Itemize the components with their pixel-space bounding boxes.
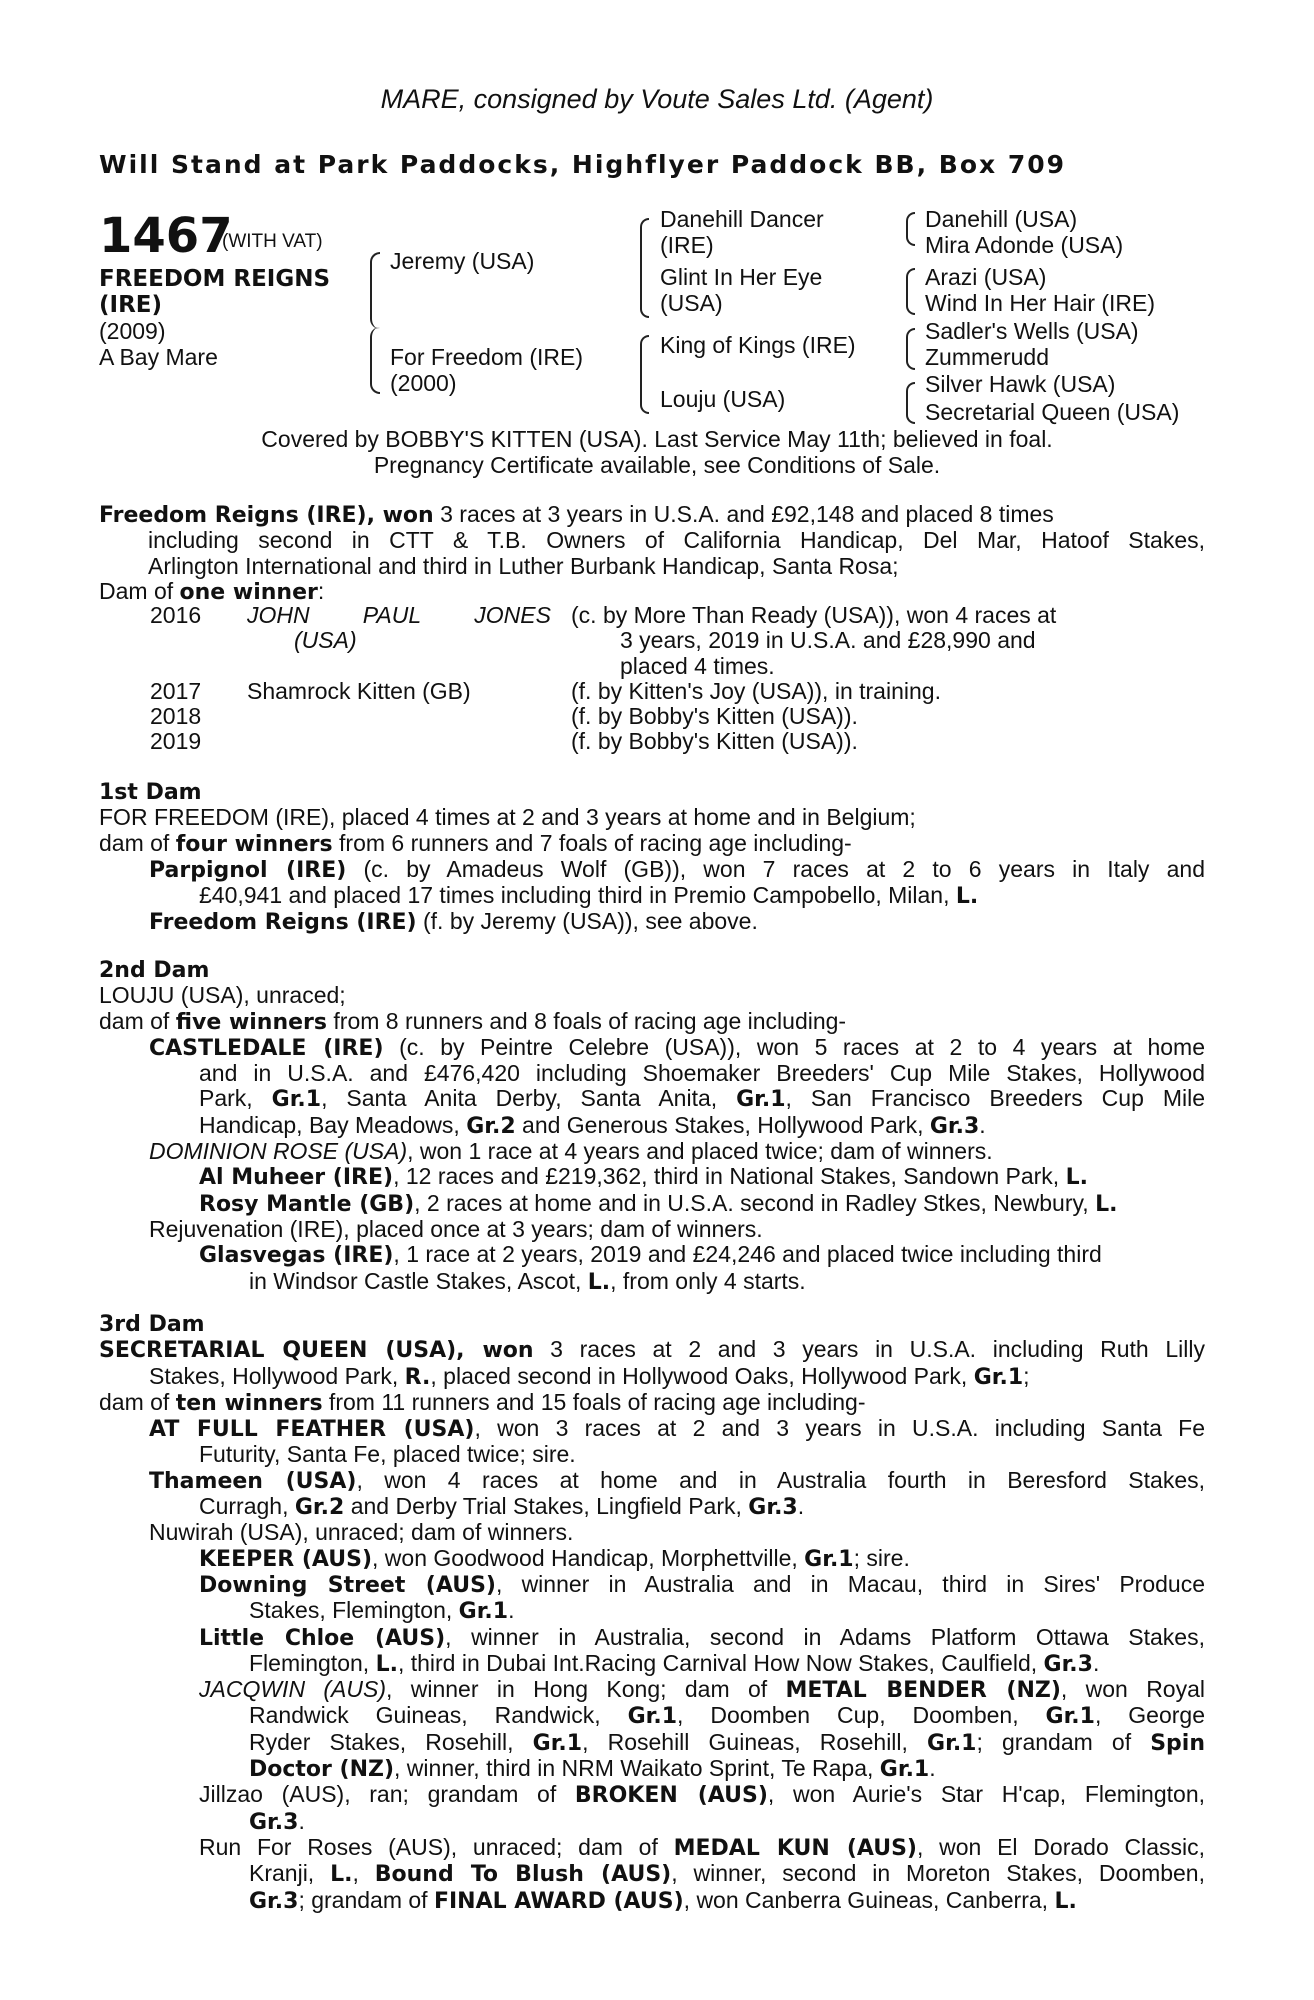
dam-year: (2000) [390, 370, 457, 396]
produce-table [150, 603, 1056, 755]
t: , 2 races at home and in U.S.A. second in Radley Stkes, Newbury, [414, 1189, 1096, 1216]
produce-year: 2019 [150, 728, 202, 755]
detail-line: placed 4 times. [620, 652, 775, 679]
horse-bold: Downing Street (AUS) [199, 1572, 496, 1598]
dam-dam: Louju (USA) [660, 386, 786, 412]
t: Futurity, Santa Fe, placed twice; sire. [199, 1441, 576, 1468]
t: ; grandam of [976, 1728, 1151, 1755]
race-record [99, 502, 1205, 605]
t: ; grandam of [298, 1886, 434, 1913]
grade: R. [404, 1364, 431, 1390]
horse-name-bold: Freedom Reigns (IRE), won [99, 503, 434, 528]
produce-row [150, 679, 1056, 704]
name-paul: PAUL [362, 602, 422, 628]
produce-name [247, 704, 571, 729]
t: , San Francisco Breeders Cup Mile [785, 1085, 1205, 1112]
grade: Gr.1 [973, 1364, 1024, 1390]
winner-count: four winners [175, 831, 333, 857]
section-heading: 2nd Dam [99, 958, 210, 983]
t: Jillzao (AUS), ran; grandam of [199, 1781, 575, 1808]
t: , won Aurie's Star H'cap, Flemington, [767, 1781, 1206, 1808]
grandparent-3: Arazi (USA) [925, 264, 1047, 290]
grade: Gr.1 [532, 1730, 583, 1756]
t: Kranji, [249, 1860, 331, 1887]
dam-sire: King of Kings (IRE) [660, 332, 856, 358]
t: , 12 races and £219,362, third in National Stakes, Sandown Park, [393, 1163, 1066, 1190]
t: , won Canberra Guineas, Canberra, [683, 1886, 1055, 1913]
produce-year: 2017 [150, 677, 202, 704]
horse-bold: BROKEN (AUS) [574, 1783, 768, 1809]
third-dam-section [99, 1312, 1205, 1914]
grade: Gr.3 [249, 1809, 299, 1835]
grade: Gr.3 [929, 1113, 980, 1139]
t: . [979, 1111, 986, 1138]
produce-name [247, 603, 571, 679]
horse-bold: AT FULL FEATHER (USA) [149, 1417, 475, 1443]
t: dam of [99, 1388, 176, 1415]
t: , third in Dubai Int.Racing Carnival How Now Stakes, Caulfield, [397, 1649, 1044, 1676]
horse-bold: Doctor (NZ) [249, 1757, 395, 1783]
t: from 8 runners and 8 foals of racing age including- [327, 1007, 847, 1034]
t: Randwick Guineas, Randwick, [249, 1702, 628, 1729]
produce-details: (f. by Bobby's Kitten (USA)). [571, 703, 858, 730]
grade: Gr.2 [294, 1495, 345, 1521]
horse-bold: Bound To Blush (AUS) [374, 1862, 672, 1888]
winner-count: five winners [175, 1009, 328, 1035]
t: , Doomben Cup, Doomben, [677, 1702, 1046, 1729]
sire-brace [370, 252, 380, 329]
t: and Derby Trial Stakes, Lingfield Park, [344, 1493, 749, 1520]
t: Run For Roses (AUS), unraced; dam of [199, 1833, 674, 1860]
horse-bold: Thameen (USA) [149, 1468, 357, 1494]
horse-bold: SECRETARIAL QUEEN (USA), won [99, 1338, 534, 1364]
grade: Gr.1 [458, 1599, 509, 1625]
section-heading: 1st Dam [99, 780, 202, 805]
horse-description: A Bay Mare [99, 344, 218, 370]
produce-name-spread [247, 603, 551, 628]
grandparent-8: Secretarial Queen (USA) [925, 399, 1180, 425]
produce-details: (f. by Bobby's Kitten (USA)). [571, 728, 858, 755]
grade: L. [330, 1862, 353, 1888]
t: , won 1 race at 4 years and placed twice; dam of winners. [407, 1138, 993, 1165]
produce-name: Shamrock Kitten (GB) [247, 677, 471, 704]
second-dam-section [99, 958, 1205, 1295]
t: dam of [99, 829, 176, 856]
dam-parents-brace [640, 335, 649, 414]
grade: Gr.1 [927, 1730, 977, 1756]
horse-bold: CASTLEDALE (IRE) [149, 1035, 384, 1061]
dam-line: LOUJU (USA), unraced; [99, 982, 346, 1009]
produce-details: (f. by Kitten's Joy (USA)), in training. [571, 677, 941, 704]
t: (c. by Peintre Celebre (USA)), won 5 races at 2 to 4 years at home [383, 1033, 1206, 1060]
t: . [508, 1597, 515, 1624]
grade: Gr.2 [466, 1113, 516, 1139]
grandparent-6: Zummerudd [925, 344, 1049, 370]
grandparent-2: Mira Adonde (USA) [925, 232, 1124, 258]
lot-number: 1467 [99, 208, 233, 264]
t: , won Royal [1060, 1676, 1205, 1703]
sire-parents-brace [640, 218, 649, 318]
produce-name [247, 729, 571, 754]
name-jones: JONES [474, 602, 551, 628]
horse-italic: DOMINION ROSE (USA) [149, 1138, 408, 1165]
horse-bold: Spin [1150, 1730, 1205, 1756]
t: from 11 runners and 15 foals of racing age including- [322, 1388, 866, 1415]
t: Stakes, Flemington, [249, 1597, 459, 1624]
winner-count: ten winners [175, 1390, 323, 1416]
section-heading: 3rd Dam [99, 1312, 205, 1337]
horse-bold: Glasvegas (IRE) [199, 1243, 394, 1269]
t: . [1092, 1649, 1100, 1676]
detail-line: (c. by More Than Ready (USA)), won 4 races at [571, 602, 1057, 628]
t: . [797, 1493, 805, 1520]
t: from 6 runners and 7 foals of racing age including- [332, 829, 852, 856]
produce-year: 2018 [150, 703, 202, 730]
grade: L. [375, 1651, 398, 1677]
stand-location: Will Stand at Park Paddocks, Highflyer Paddock BB, Box 709 [99, 150, 1067, 179]
t: Ryder Stakes, Rosehill, [249, 1728, 533, 1755]
grandparent-5: Sadler's Wells (USA) [925, 318, 1139, 344]
sire-dam-country: (USA) [660, 290, 723, 316]
g-brace-4 [906, 382, 915, 424]
sire-sire: Danehill Dancer [660, 206, 824, 232]
t: Flemington, [249, 1649, 376, 1676]
grade: Gr.3 [748, 1495, 798, 1521]
t: , 1 race at 2 years, 2019 and £24,246 and placed twice including third [393, 1241, 1102, 1268]
t: , winner in Australia and in Macau, third in Sires' Produce [495, 1570, 1205, 1597]
dam-name: For Freedom (IRE) [390, 344, 583, 370]
t: , winner in Australia, second in Adams Platform Ottawa Stakes, [445, 1623, 1205, 1650]
t: Nuwirah (USA), unraced; dam of winners. [149, 1519, 574, 1546]
t: Stakes, Hollywood Park, [149, 1362, 405, 1389]
horse-name-line2: (IRE) [99, 292, 163, 318]
grade: Gr.1 [271, 1087, 322, 1113]
horse-name-line1: FREEDOM REIGNS [99, 266, 331, 292]
covered-note: Covered by BOBBY'S KITTEN (USA). Last Service May 11th; believed in foal. [261, 426, 1053, 452]
consignor-header: MARE, consigned by Voute Sales Ltd. (Agent) [380, 84, 934, 114]
grade: L. [955, 884, 979, 910]
horse-bold: FINAL AWARD (AUS) [433, 1888, 684, 1914]
t: . [929, 1755, 936, 1782]
grade: L. [1065, 1165, 1088, 1191]
t: , won 3 races at 2 and 3 years in U.S.A. including Santa Fe [474, 1415, 1205, 1442]
horse-bold: MEDAL KUN (AUS) [673, 1835, 917, 1861]
horse-bold: Freedom Reigns (IRE) [149, 910, 417, 936]
grade: L. [587, 1269, 611, 1295]
grandparent-4: Wind In Her Hair (IRE) [925, 290, 1156, 316]
grandparent-7: Silver Hawk (USA) [925, 371, 1116, 397]
grandparent-1: Danehill (USA) [925, 206, 1078, 232]
grade: Gr.1 [736, 1087, 786, 1113]
winner-count: one winner [179, 579, 318, 605]
t: , won Goodwood Handicap, Morphettville, [372, 1544, 805, 1571]
name-john: JOHN [247, 602, 310, 628]
grade: L. [1095, 1191, 1118, 1217]
t: ; sire. [853, 1544, 910, 1571]
race-record-line: including second in CTT & T.B. Owners of California Handicap, Del Mar, Hatoof Stakes, [148, 527, 1205, 554]
sire-name: Jeremy (USA) [390, 248, 535, 274]
t: , winner in Hong Kong; dam of [386, 1676, 786, 1703]
dam-line: FOR FREEDOM (IRE), placed 4 times at 2 and 3 years at home and in Belgium; [99, 804, 916, 831]
grade: Gr.1 [1045, 1704, 1095, 1730]
t: . [298, 1807, 305, 1834]
t: and in U.S.A. and £476,420 including Shoemaker Breeders' Cup Mile Stakes, Hollywood [199, 1060, 1205, 1087]
grade: Gr.3 [1043, 1651, 1093, 1677]
produce-name-country: (USA) [294, 627, 357, 654]
sire-sire-country: (IRE) [660, 232, 714, 258]
t: , George [1094, 1702, 1205, 1729]
t: , won El Dorado Classic, [917, 1833, 1205, 1860]
t: ; [1023, 1362, 1030, 1389]
t: , [352, 1860, 375, 1887]
produce-row [150, 603, 1056, 679]
t: , winner, third in NRM Waikato Sprint, Te Rapa, [394, 1755, 880, 1782]
g-brace-2 [906, 268, 915, 315]
sire-dam: Glint In Her Eye [660, 264, 823, 290]
vat-note: (WITH VAT) [222, 231, 323, 252]
t: dam of [99, 1007, 176, 1034]
produce-year: 2016 [150, 602, 202, 628]
t: (f. by Jeremy (USA)), see above. [416, 908, 758, 935]
horse-bold: Little Chloe (AUS) [199, 1625, 446, 1651]
t: Park, [199, 1085, 272, 1112]
pregnancy-note: Pregnancy Certificate available, see Conditions of Sale. [373, 452, 941, 478]
t: Handicap, Bay Meadows, [199, 1111, 467, 1138]
race-record-line: Arlington International and third in Luther Burbank Handicap, Santa Rosa; [148, 552, 899, 579]
t: in Windsor Castle Stakes, Ascot, [249, 1267, 588, 1294]
g-brace-3 [906, 328, 915, 370]
horse-bold: METAL BENDER (NZ) [785, 1678, 1061, 1704]
t: , Santa Anita Derby, Santa Anita, [321, 1085, 737, 1112]
dam-of-text: Dam of [99, 577, 180, 604]
punct: : [317, 577, 325, 604]
t: and Generous Stakes, Hollywood Park, [515, 1111, 930, 1138]
horse-bold: Al Muheer (IRE) [199, 1165, 394, 1191]
horse-bold: Rosy Mantle (GB) [199, 1191, 415, 1217]
grade: Gr.3 [249, 1888, 299, 1914]
foaling-year: (2009) [99, 318, 166, 344]
t: £40,941 and placed 17 times including third in Premio Campobello, Milan, [199, 882, 956, 909]
t: 3 races at 2 and 3 years in U.S.A. including Ruth Lilly [533, 1336, 1205, 1363]
produce-row [150, 729, 1056, 754]
dam-brace [370, 327, 380, 394]
g-brace-1 [906, 212, 915, 246]
t: , won 4 races at home and in Australia fourth in Beresford Stakes, [356, 1466, 1206, 1493]
first-dam-section [99, 780, 1205, 936]
race-record-text: 3 races at 3 years in U.S.A. and £92,148 and placed 8 times [433, 501, 1054, 527]
t: , Rosehill Guineas, Rosehill, [582, 1728, 928, 1755]
t: Curragh, [199, 1493, 295, 1520]
grade: Gr.1 [879, 1757, 930, 1783]
horse-bold: Parpignol (IRE) [149, 857, 347, 883]
t: , from only 4 starts. [610, 1267, 806, 1294]
horse-italic: JACQWIN (AUS) [199, 1676, 387, 1703]
horse-bold: KEEPER (AUS) [199, 1546, 373, 1572]
grade: Gr.1 [627, 1704, 678, 1730]
t: , placed second in Hollywood Oaks, Hollywood Park, [430, 1362, 974, 1389]
produce-details [571, 603, 1056, 679]
grade: L. [1054, 1888, 1077, 1914]
t: (c. by Amadeus Wolf (GB)), won 7 races at 2 to 6 years in Italy and [346, 855, 1205, 882]
produce-row [150, 704, 1056, 729]
detail-line: 3 years, 2019 in U.S.A. and £28,990 and [620, 627, 1036, 654]
t: Rejuvenation (IRE), placed once at 3 years; dam of winners. [149, 1215, 763, 1242]
grade: Gr.1 [804, 1546, 854, 1572]
t: , winner, second in Moreton Stakes, Doomben, [671, 1860, 1205, 1887]
